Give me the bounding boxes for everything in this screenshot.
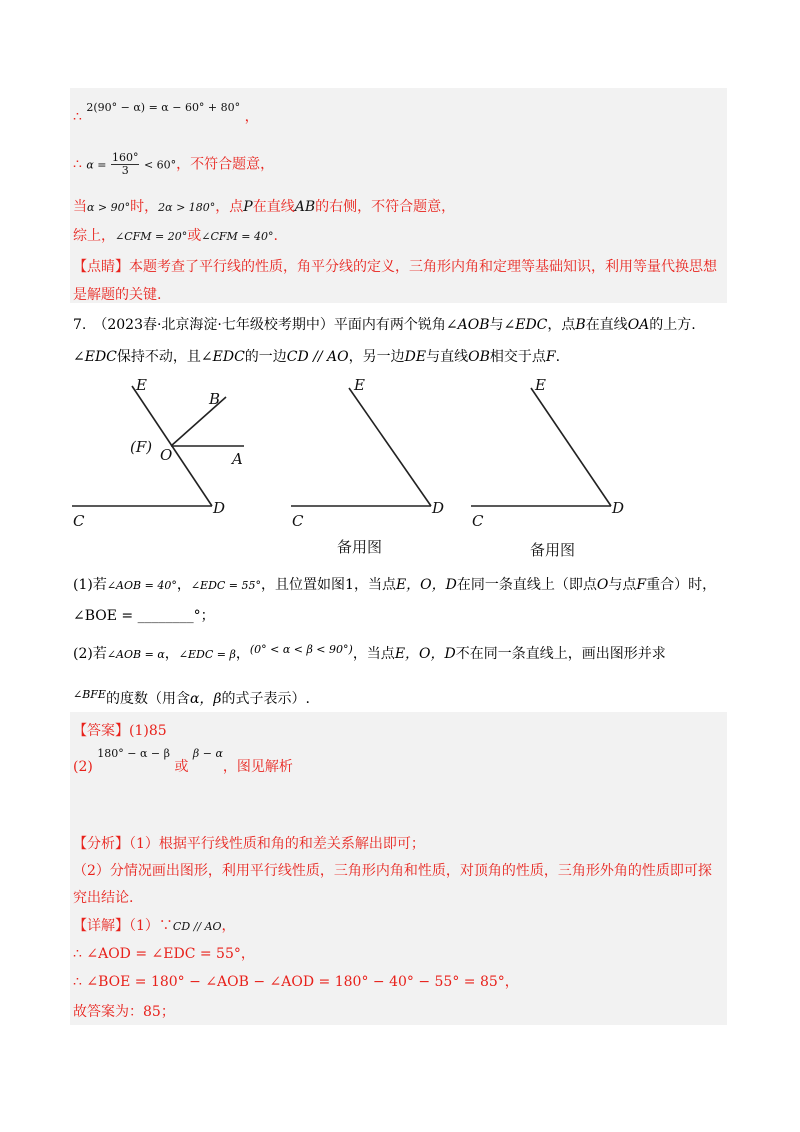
text: (2)若 [73, 646, 107, 662]
math: B [575, 317, 586, 333]
math: F [545, 349, 556, 365]
math: DE [404, 349, 427, 365]
case-line [73, 198, 455, 217]
text: ， [164, 646, 179, 662]
text: 在同一条直线上（即点 [456, 577, 597, 593]
math: ∠EDC = β [178, 648, 236, 661]
label-d-fig3: D [612, 499, 625, 517]
text: ， [221, 918, 236, 934]
label-c-fig2: C [292, 512, 304, 530]
text: 不在同一条直线上，画出图形并求 [455, 646, 666, 662]
fraction-numerator: 160° [111, 151, 139, 164]
comment-line-2: 是解题的关键. [73, 287, 162, 303]
math: AB [294, 199, 316, 215]
text: ，图见解析 [222, 759, 293, 775]
math: (0° < α < β < 90°) [249, 643, 353, 656]
text: 重合）时， [646, 577, 717, 593]
math: ∠CFM = 40° [201, 230, 274, 243]
text: 与 [489, 317, 504, 333]
label-o: O [160, 446, 173, 464]
question-text: 7. （2023春·北京海淀·七年级校考期中）平面内有两个锐角 [73, 317, 446, 333]
punct: ， [244, 109, 259, 125]
math: ∠EDC [200, 349, 245, 365]
question-line-1 [73, 316, 696, 334]
answer-line-1: 【答案】(1)85 [73, 723, 167, 739]
math: 2α > 180° [158, 201, 216, 214]
part1-line-1 [73, 576, 716, 595]
detail-line-3: ∴ ∠BOE = 180° − ∠AOB − ∠AOD = 180° − 40° − 55° = 85°， [73, 974, 519, 990]
math: β − α [192, 747, 223, 760]
math: CD // AO [172, 920, 222, 933]
text: ， [235, 646, 250, 662]
line-ed-fig3 [531, 388, 611, 506]
math: OB [468, 349, 490, 365]
math: α，β [189, 691, 222, 707]
detail-line-4: 故答案为：85； [73, 1004, 175, 1020]
line-ed-fig2 [349, 388, 431, 506]
text: ，另一边 [348, 349, 405, 365]
comment-line-1: 【点睛】本题考查了平行线的性质，角平分线的定义，三角形内角和定理等基础知识，利用等量代换思想 [73, 259, 717, 275]
summary-line [73, 227, 278, 246]
equation-1: 2(90° − α) = α − 60° + 80° [86, 101, 241, 114]
text: ，点 [215, 199, 244, 215]
detail-line-1 [73, 917, 236, 936]
text: 在直线 [252, 199, 295, 215]
analysis-line-3: 究出结论. [73, 890, 134, 906]
text: 在直线 [585, 317, 628, 333]
text: 的式子表示）. [221, 691, 310, 707]
label-d-fig1: D [213, 499, 226, 517]
text: 保持不动，且 [116, 349, 201, 365]
conclusion-text: ，不符合题意， [176, 156, 275, 173]
math: O [596, 577, 609, 593]
text: ，且位置如图1，当点 [261, 577, 396, 593]
math: E，O，D [395, 577, 457, 593]
text: 【详解】（1）∵ [73, 918, 173, 934]
text: 综上， [73, 228, 115, 244]
label-e-fig2: E [354, 376, 365, 394]
question-line-2 [73, 348, 560, 366]
text: 的一边 [244, 349, 287, 365]
therefore-symbol: ∴ [73, 109, 82, 125]
text: 或 [187, 228, 202, 244]
math: F [636, 577, 647, 593]
figure-3 [471, 388, 611, 506]
analysis-line-1: 【分析】（1）根据平行线性质和角的和差关系解出即可； [73, 836, 425, 852]
part2-line-2 [73, 690, 310, 709]
geometry-figures [0, 372, 800, 572]
label-e-fig3: E [535, 376, 546, 394]
caption-fig3: 备用图 [530, 541, 576, 559]
detail-line-2: ∴ ∠AOD = ∠EDC = 55°， [73, 946, 255, 962]
math: ∠AOB = 40° [106, 579, 177, 592]
label-c-fig1: C [73, 512, 85, 530]
math: α > 90° [87, 201, 131, 214]
analysis-line-2: （2）分情况画出图形，利用平行线性质，三角形内角和性质，对顶角的性质，三角形外角的性质即可探 [73, 863, 712, 879]
math: 180° − α − β [97, 747, 170, 760]
math: ∠EDC = 55° [190, 579, 262, 592]
therefore-symbol: ∴ [73, 156, 82, 173]
text: 与点 [608, 577, 637, 593]
label-d-fig2: D [432, 499, 445, 517]
text: 时， [130, 199, 159, 215]
label-e-fig1: E [136, 376, 147, 394]
math: ∠EDC [503, 317, 548, 333]
text: (1)若 [73, 577, 107, 593]
answer-line-2 [73, 747, 293, 775]
label-f: (F) [130, 438, 153, 456]
fraction-denominator: 3 [121, 164, 129, 177]
text: ，点 [547, 317, 576, 333]
math: ∠EDC [73, 349, 117, 365]
label-c-fig3: C [472, 512, 484, 530]
math: ∠AOB [445, 317, 490, 333]
therefore-line-2 [73, 152, 274, 177]
inequality: < 60° [143, 158, 177, 172]
text: ， [176, 577, 191, 593]
text: . [273, 228, 278, 244]
label-b: B [209, 390, 221, 408]
part1-line-2: ∠BOE = ________°； [73, 608, 215, 624]
math: P [243, 199, 253, 215]
math: ∠CFM = 20° [115, 230, 188, 243]
text: 当 [73, 199, 87, 215]
fraction [111, 152, 140, 177]
text: . [555, 349, 561, 365]
figure-2 [291, 388, 431, 506]
label-a: A [232, 450, 243, 468]
text: ，当点 [352, 646, 395, 662]
alpha-equals: α = [86, 158, 107, 172]
math: ∠BFE [73, 688, 106, 701]
text: (2) [73, 759, 93, 775]
math: OA [627, 317, 650, 333]
text: 的上方. [649, 317, 696, 333]
text: 相交于点 [489, 349, 546, 365]
math: CD // AO [286, 349, 349, 365]
part2-line-1 [73, 645, 666, 664]
math: ∠AOB = α [106, 648, 165, 661]
math: E，O，D [394, 646, 456, 662]
text: 的右侧，不符合题意， [315, 199, 456, 215]
text: 的度数（用含 [105, 691, 190, 707]
text: 或 [174, 759, 189, 775]
text: 与直线 [426, 349, 469, 365]
caption-fig2: 备用图 [337, 538, 383, 556]
